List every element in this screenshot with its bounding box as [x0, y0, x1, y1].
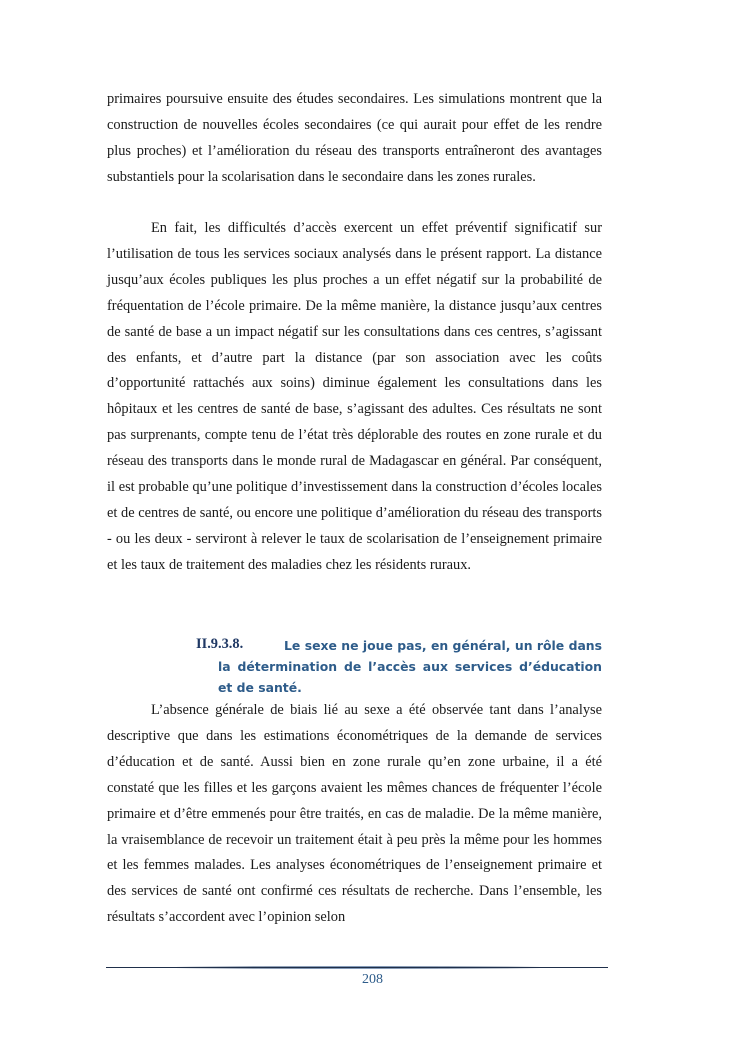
- section-heading: [196, 634, 602, 698]
- footer-divider: [106, 965, 608, 970]
- page-number: 208: [362, 972, 383, 987]
- body-paragraph-1: primaires poursuive ensuite des études secondaires. Les simulations montrent que la construction de nouvelles écoles secondaires (ce qui aurait pour effet de les rendre plus proches) et l’amélioration du réseau des transports entraîneront des avantages substantiels pour la scolarisation dans le secondaire dans les zones rurales.: [107, 91, 602, 185]
- body-paragraph-2: En fait, les difficultés d’accès exercent un effet préventif significatif sur l’utilisation de tous les services sociaux analysés dans le présent rapport. La distance jusqu’aux écoles publiques les plus proches a un effet négatif sur la probabilité de fréquentation de l’école primaire. De la même manière, la distance jusqu’aux centres de santé de base a un impact négatif sur les consultations dans ces centres, s’agissant des enfants, et d’autre part la distance (par son association avec les coûts d’opportunité rattachés aux soins) diminue également les consultations dans les hôpitaux et les centres de santé de base, s’agissant des adultes. Ces résultats ne sont pas surprenants, compte tenu de l’état très déplorable des routes en zone rurale et du réseau des transports dans le monde rural de Madagascar en général. Par conséquent, il est probable qu’une politique d’investissement dans la construction d’écoles locales et de centres de santé, ou encore une politique d’amélioration du réseau des transports - ou les deux - serviront à relever le taux de scolarisation de l’enseignement primaire et les taux de traitement des maladies chez les résidents ruraux.: [107, 220, 602, 573]
- section-title: Le sexe ne joue pas, en général, un rôle dans la détermination de l’accès aux services d’éducation et de santé.: [218, 638, 602, 695]
- body-paragraph-3: L’absence générale de biais lié au sexe a été observée tant dans l’analyse descriptive que dans les estimations économétriques de la demande de services d’éducation et de santé. Aussi bien en zone rurale qu’en zone urbaine, il a été constaté que les filles et les garçons avaient les mêmes chances de fréquenter l’école primaire et d’être emmenés pour être traités, en cas de maladie. De la même manière, la vraisemblance de recevoir un traitement était à peu près la même pour les hommes et les femmes malades. Les analyses économétriques de l’enseignement primaire et des services de santé ont confirmé ces résultats de recherche. Dans l’ensemble, les résultats s’accordent avec l’opinion selon: [107, 702, 602, 926]
- section-number: II.9.3.8.: [196, 636, 244, 652]
